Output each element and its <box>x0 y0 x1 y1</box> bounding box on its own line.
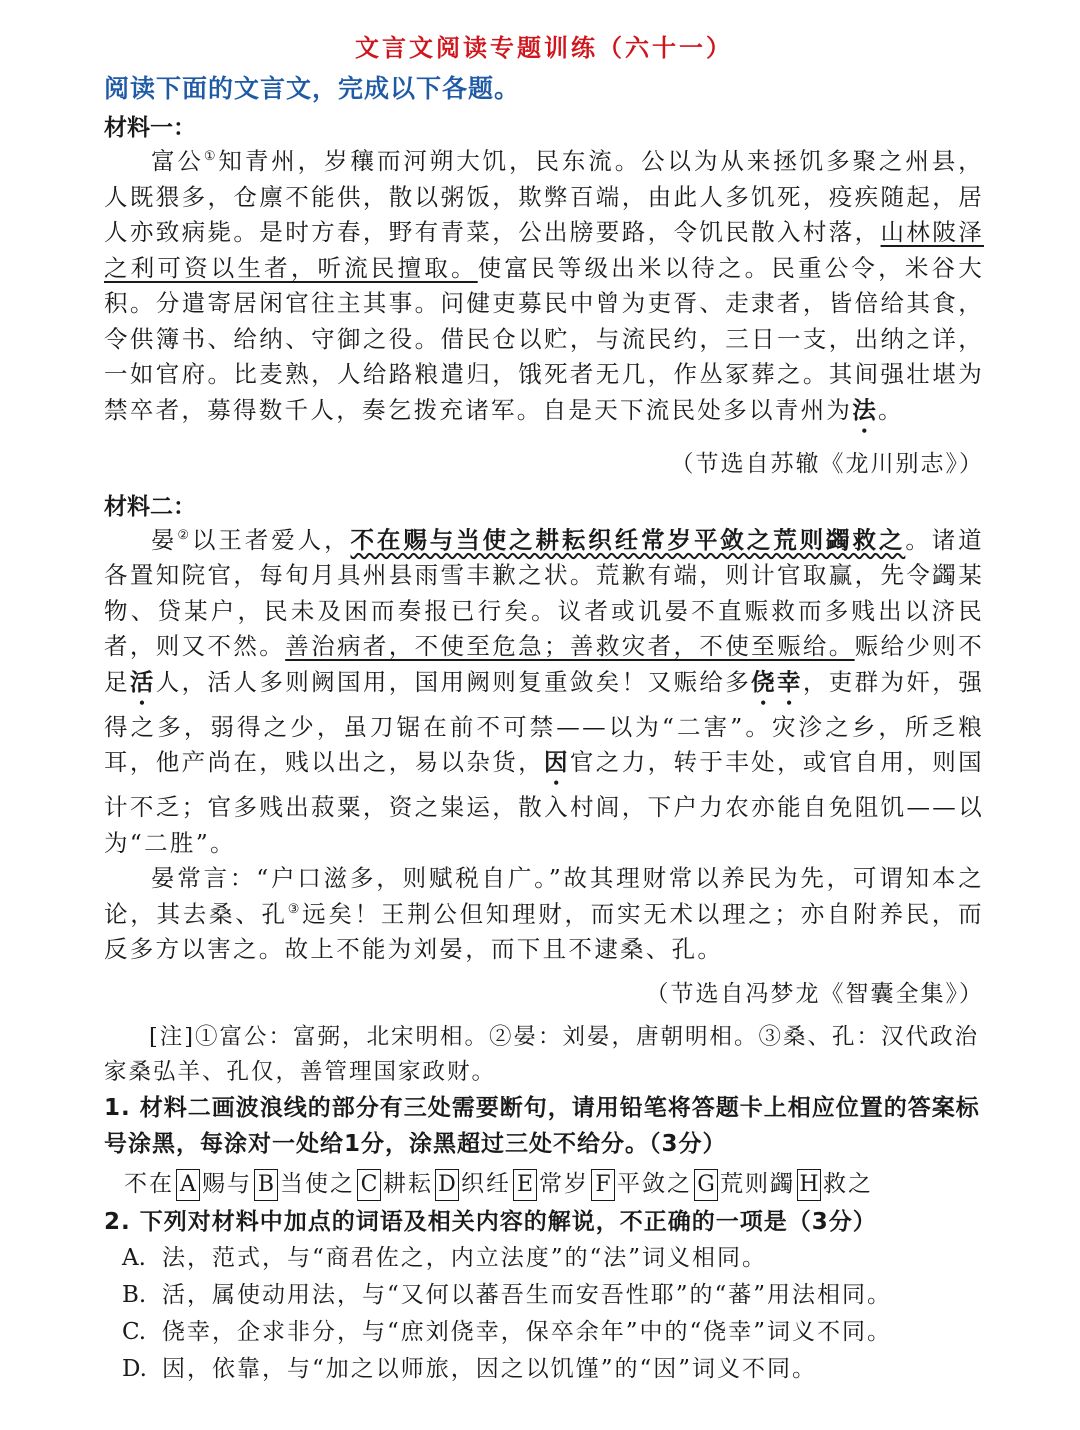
underlined-sentence-1: 山林陂泽之利可资以生者，听流民擅取。 <box>104 218 985 282</box>
answer-box-d[interactable]: D <box>435 1169 459 1201</box>
punctuation-sentence: 不在 A 赐与 B 当使之 C 耕耘 D 织纴 E 常岁 F 平敛之 G 荒则蠲 H 救之 <box>124 1164 984 1204</box>
option-c[interactable]: C. 侥幸，企求非分，与“庶刘侥幸，保卒余年”中的“侥幸”词义不同。 <box>122 1318 893 1345</box>
material-two-source: （节选自冯梦龙《智囊全集》） <box>645 980 984 1007</box>
material-one-label: 材料一： <box>104 115 196 141</box>
dotted-word-yin: 因 <box>544 748 570 776</box>
answer-box-b[interactable]: B <box>254 1169 278 1201</box>
dotted-word-jiaoxing: 侥幸 <box>751 667 803 696</box>
question-2: 2. 下列对材料中加点的词语及相关内容的解说，不正确的一项是（3分） <box>104 1208 877 1235</box>
wavy-underlined-sentence: 不在赐与当使之耕耘织纴常岁平敛之荒则蠲救之 <box>350 525 906 554</box>
material-two-text: 晏②以王者爱人，不在赐与当使之耕耘织纴常岁平敛之荒则蠲救之。诸道各置知院官，每旬月具州县雨雪丰歉之状。荒歉有端，则计官取赢，先令蠲某物、贷某户，民未及困而奏报已行矣。议者或讥晏不直赈救而多贱出以济民者，则又不然。善治病者，不使至危急；善救灾者，不使至赈给。赈给少则不足活人，活人多则阙国用，国用阙则复重敛矣！又赈给多侥幸，吏群为奸，强得之多，弱得之少，虽刀锯在前不可禁——以为“二害”。灾沴之乡，所乏粮耳，他产尚在，贱以出之，易以杂货，因官之力，转于丰处，或官自用，则国计不乏；官多贱出菽粟，资之粜运，散入村闾，下户力农亦能自免阻饥——以为“二胜”。 <box>104 525 984 857</box>
answer-box-h[interactable]: H <box>797 1169 821 1201</box>
page-title: 文言文阅读专题训练（六十一） <box>355 34 733 62</box>
dotted-word-huo: 活 <box>129 667 156 696</box>
option-b[interactable]: B. 活，属使动用法，与“又何以蕃吾生而安吾性耶”的“蕃”用法相同。 <box>122 1281 893 1308</box>
option-d[interactable]: D. 因，依靠，与“加之以师旅，因之以饥馑”的“因”词义不同。 <box>122 1355 818 1382</box>
note-marker-2: ② <box>177 527 192 543</box>
note-marker-1: ① <box>203 149 219 165</box>
question-1: 1. 材料二画波浪线的部分有三处需要断句，请用铅笔将答题卡上相应位置的答案标号涂黑，每涂对一处给1分，涂黑超过三处不给分。（3分） <box>104 1094 980 1157</box>
material-two-label: 材料二： <box>104 493 196 520</box>
answer-box-c[interactable]: C <box>357 1169 381 1201</box>
answer-box-e[interactable]: E <box>513 1169 537 1201</box>
answer-box-g[interactable]: G <box>694 1169 718 1201</box>
material-two-text-2: 晏常言：“户口滋多，则赋税自广。”故其理财常以养民为先，可谓知本之论，其去桑、孔③远矣！王荆公但知理财，而实无术以理之；亦自附养民，而反多方以害之。故上不能为刘晏，而下且不逮桑、孔。 <box>104 864 984 963</box>
annotation-note: [注]①富公：富弼，北宋明相。②晏：刘晏，唐朝明相。③桑、孔：汉代政治家桑弘羊、孔仅，善管理国家政财。 <box>104 1023 980 1085</box>
note-marker-3: ③ <box>287 901 303 917</box>
material-one-source: （节选自苏辙《龙川别志》） <box>670 450 984 477</box>
answer-box-f[interactable]: F <box>591 1169 615 1201</box>
material-one-text: 富公①知青州，岁穰而河朔大饥，民东流。公以为从来拯饥多聚之州县，人既猥多，仓廪不能供，散以粥饭，欺弊百端，由此人多饥死，疫疾随起，居人亦致病毙。是时方春，野有青菜，公出牓要路，令饥民散入村落，山林陂泽之利可资以生者，听流民擅取。使富民等级出米以待之。民重公令，米谷大积。分遣寄居闲官往主其事。问健吏募民中曾为吏胥、走隶者，皆倍给其食，令供簿书、给纳、守御之役。借民仓以贮，与流民约，三日一支，出纳之详，一如官府。比麦熟，人给路粮遣归，饿死者无几，作丛冢葬之。其间强壮堪为禁卒者，募得数千人，奏乞拨充诸军。自是天下流民处多以青州为法。 <box>104 147 985 424</box>
underlined-sentence-2: 善治病者，不使至危急；善救灾者，不使至赈给。 <box>285 632 855 660</box>
answer-box-a[interactable]: A <box>176 1169 200 1201</box>
option-a[interactable]: A. 法，范式，与“商君佐之，内立法度”的“法”词义相同。 <box>122 1244 768 1271</box>
dotted-word-fa: 法 <box>852 395 879 424</box>
instruction: 阅读下面的文言文，完成以下各题。 <box>104 74 521 103</box>
